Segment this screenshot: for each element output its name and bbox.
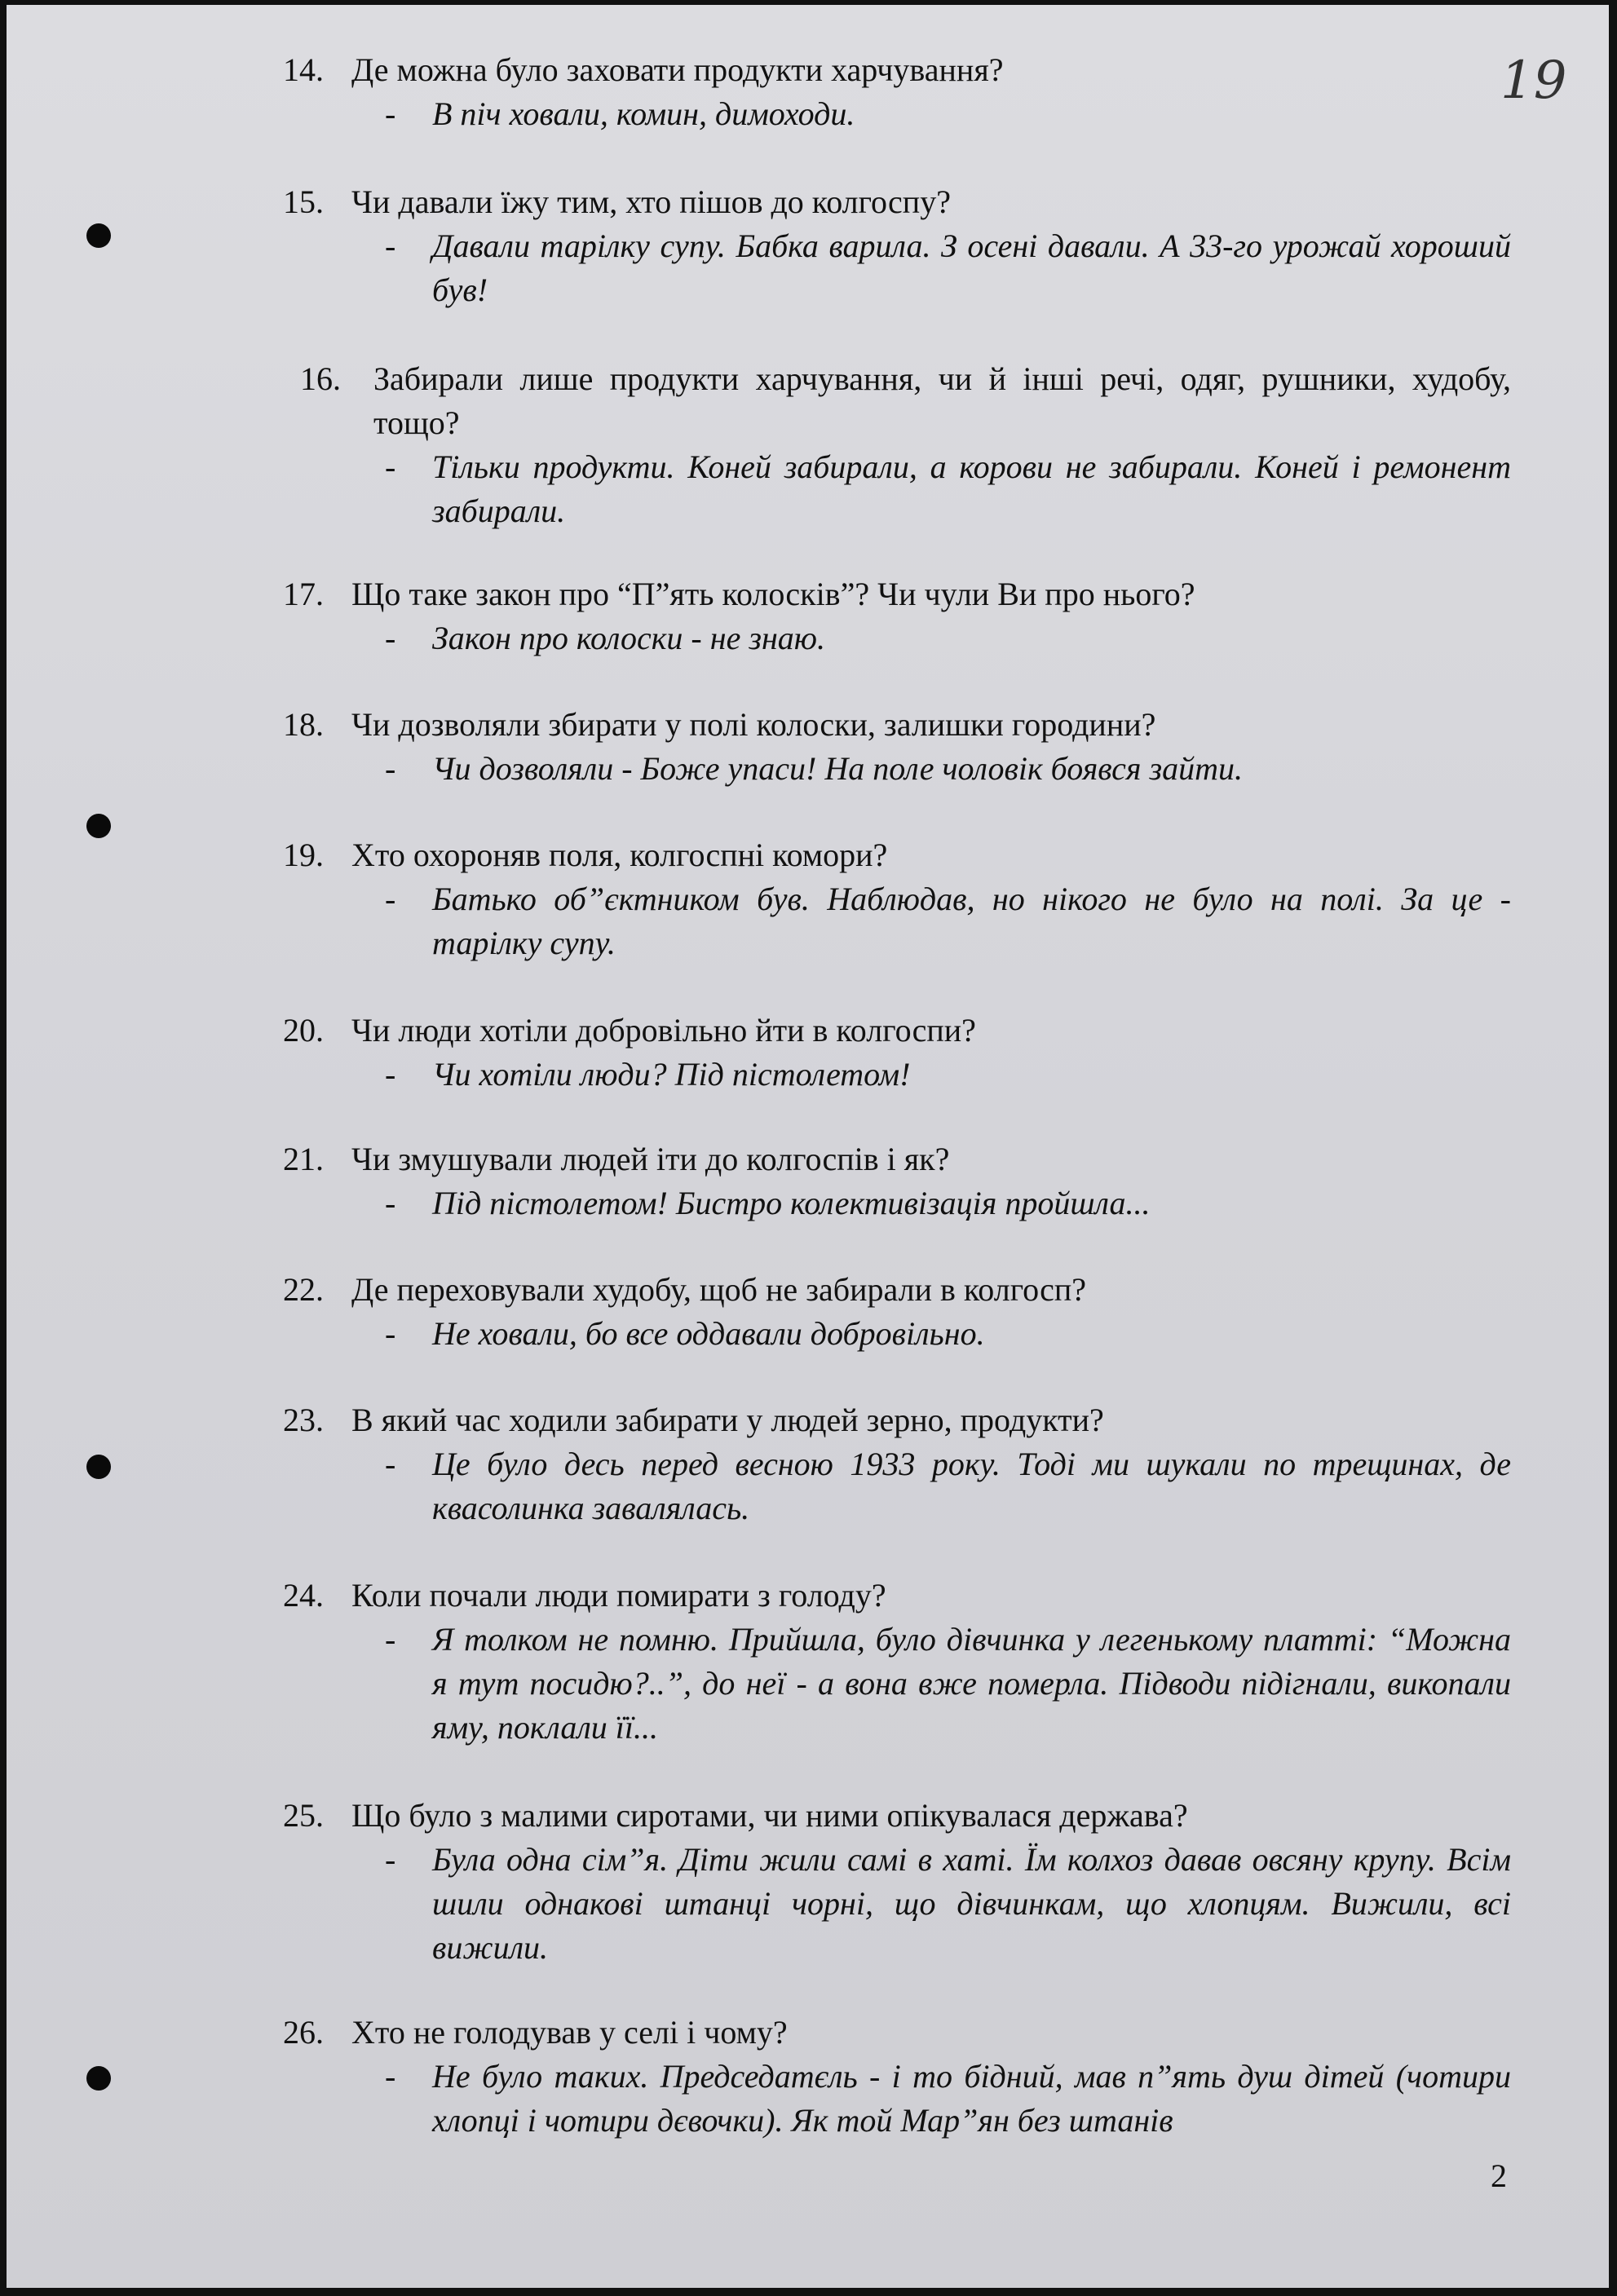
question-text: Де переховували худобу, щоб не забирали в колгосп? bbox=[351, 1271, 1087, 1308]
question-text: В який час ходили забирати у людей зерно, продукти? bbox=[351, 1402, 1104, 1438]
answer-dash: - bbox=[385, 2058, 396, 2095]
answer bbox=[0, 877, 1617, 965]
answer bbox=[0, 1053, 1617, 1097]
answer-text: Давали тарілку супу. Бабка варила. З осені давали. А 33-го урожай хороший був! bbox=[432, 227, 1511, 308]
question-item bbox=[0, 833, 1617, 965]
question-text: Коли почали люди помирати з голоду? bbox=[351, 1577, 886, 1614]
question bbox=[0, 1794, 1617, 1838]
question-number: 16. bbox=[300, 360, 341, 397]
page-number: 2 bbox=[1491, 2157, 1507, 2194]
question bbox=[0, 703, 1617, 747]
question bbox=[0, 2011, 1617, 2055]
answer bbox=[0, 92, 1617, 136]
question-number: 23. bbox=[283, 1402, 324, 1438]
answer bbox=[0, 1312, 1617, 1356]
question-item bbox=[0, 1009, 1617, 1097]
answer bbox=[0, 616, 1617, 660]
answer-text: Я толком не помню. Прийшла, було дівчинка у легенькому платті: “Можна я тут посидю?..”, до неї - а вона вже померла. Підводи підігнали, викопали яму, поклали її... bbox=[432, 1621, 1511, 1746]
answer-text: Була одна сім”я. Діти жили самі в хаті. Їм колхоз давав овсяну крупу. Всім шили однакові штанці чорні, що дівчинкам, що хлопцям. Вижили, всі вижили. bbox=[432, 1841, 1511, 1966]
question-item bbox=[0, 572, 1617, 660]
question-number: 24. bbox=[283, 1577, 324, 1614]
answer-text: Чи хотіли люди? Під пістолетом! bbox=[432, 1056, 911, 1093]
question-number: 20. bbox=[283, 1012, 324, 1049]
question-text: Хто охороняв поля, колгоспні комори? bbox=[351, 837, 888, 873]
question bbox=[0, 572, 1617, 616]
question-number: 26. bbox=[283, 2014, 324, 2051]
question bbox=[0, 1268, 1617, 1312]
question-number: 21. bbox=[283, 1141, 324, 1177]
answer bbox=[0, 1442, 1617, 1530]
question bbox=[0, 1398, 1617, 1442]
question-item bbox=[0, 357, 1617, 533]
answer-text: Це було десь перед весною 1933 року. Тоді ми шукали по трещинах, де квасолинка завалялась. bbox=[432, 1446, 1511, 1526]
question-item bbox=[0, 1398, 1617, 1530]
answer bbox=[0, 2055, 1617, 2143]
question bbox=[0, 357, 1617, 445]
question-number: 18. bbox=[283, 706, 324, 743]
question-text: Хто не голодував у селі і чому? bbox=[351, 2014, 788, 2051]
answer-dash: - bbox=[385, 95, 396, 132]
answer-text: Не було таких. Председатєль - і то бідний, мав п”ять душ дітей (чотири хлопці і чотири дєвочки). Як той Мар”ян без штанів bbox=[432, 2058, 1511, 2139]
answer-dash: - bbox=[385, 1056, 396, 1093]
answer-dash: - bbox=[385, 448, 396, 485]
answer bbox=[0, 747, 1617, 791]
answer bbox=[0, 1181, 1617, 1225]
answer-text: Закон про колоски - не знаю. bbox=[432, 620, 825, 656]
answer bbox=[0, 224, 1617, 312]
answer-dash: - bbox=[385, 881, 396, 917]
question-text: Забирали лише продукти харчування, чи й інші речі, одяг, рушники, худобу, тощо? bbox=[373, 360, 1511, 441]
question bbox=[0, 48, 1617, 92]
answer-dash: - bbox=[385, 1446, 396, 1482]
question bbox=[0, 1574, 1617, 1618]
handwritten-page-number: 19 bbox=[1500, 51, 1567, 111]
question-number: 15. bbox=[283, 183, 324, 220]
question-text: Чи змушували людей іти до колгоспів і як? bbox=[351, 1141, 950, 1177]
question bbox=[0, 833, 1617, 877]
answer-dash: - bbox=[385, 1315, 396, 1352]
question bbox=[0, 180, 1617, 224]
question-text: Чи дозволяли збирати у полі колоски, залишки городини? bbox=[351, 706, 1156, 743]
question-item bbox=[0, 1137, 1617, 1225]
question-text: Що таке закон про “П”ять колосків”? Чи чули Ви про нього? bbox=[351, 576, 1195, 612]
question-item bbox=[0, 180, 1617, 312]
answer-dash: - bbox=[385, 227, 396, 264]
question-item bbox=[0, 1574, 1617, 1750]
answer bbox=[0, 1838, 1617, 1970]
question-number: 25. bbox=[283, 1797, 324, 1834]
answer-text: Батько об”єктником був. Наблюдав, но нікого не було на полі. За це - тарілку супу. bbox=[432, 881, 1511, 961]
question bbox=[0, 1137, 1617, 1181]
answer-text: Під пістолетом! Бистро колективізація пройшла... bbox=[432, 1185, 1151, 1221]
question-number: 17. bbox=[283, 576, 324, 612]
answer-text: Тільки продукти. Коней забирали, а корови не забирали. Коней і ремонент забирали. bbox=[432, 448, 1511, 529]
question-text: Чи давали їжу тим, хто пішов до колгоспу? bbox=[351, 183, 951, 220]
question-text: Де можна було заховати продукти харчування? bbox=[351, 51, 1004, 88]
question-number: 22. bbox=[283, 1271, 324, 1308]
answer-dash: - bbox=[385, 1841, 396, 1878]
answer-dash: - bbox=[385, 1185, 396, 1221]
question-item bbox=[0, 2011, 1617, 2143]
question-number: 14. bbox=[283, 51, 324, 88]
question-item bbox=[0, 703, 1617, 791]
answer-dash: - bbox=[385, 620, 396, 656]
question-item bbox=[0, 48, 1617, 136]
question-text: Чи люди хотіли добровільно йти в колгоспи? bbox=[351, 1012, 976, 1049]
answer bbox=[0, 1618, 1617, 1750]
question-number: 19. bbox=[283, 837, 324, 873]
answer bbox=[0, 445, 1617, 533]
question-item bbox=[0, 1268, 1617, 1356]
question-text: Що було з малими сиротами, чи ними опікувалася держава? bbox=[351, 1797, 1188, 1834]
answer-dash: - bbox=[385, 750, 396, 787]
answer-text: Не ховали, бо все оддавали добровільно. bbox=[432, 1315, 985, 1352]
question-item bbox=[0, 1794, 1617, 1970]
answer-text: В піч ховали, комин, димоходи. bbox=[432, 95, 855, 132]
answer-dash: - bbox=[385, 1621, 396, 1658]
question bbox=[0, 1009, 1617, 1053]
answer-text: Чи дозволяли - Боже упаси! На поле чоловік боявся зайти. bbox=[432, 750, 1243, 787]
